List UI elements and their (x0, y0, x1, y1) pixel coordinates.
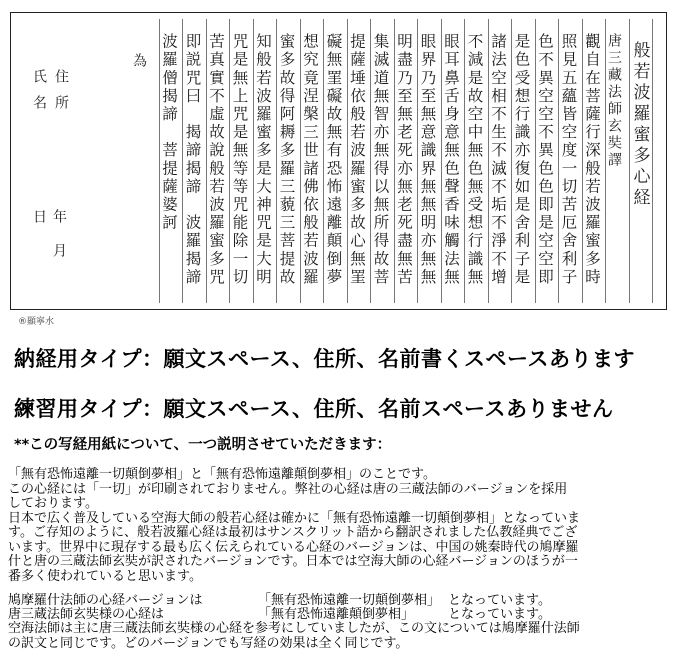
sutra-column-cell (605, 19, 629, 303)
sutra-translator: 唐三藏法師玄奘譯 (606, 33, 622, 169)
sutra-column-cell (276, 19, 300, 303)
sutra-column-cell (582, 19, 606, 303)
column-rule (582, 19, 583, 303)
sutra-column-cell (300, 19, 324, 303)
note-heading: **この写経用紙について、一つ説明させていただきます： (14, 437, 392, 453)
sutra-column-cell (511, 19, 535, 303)
sutra-column: 是色受想行識亦復如是舍利子是 (512, 33, 531, 287)
comparison-label: 鳩摩羅什法師の心経バージョンは (8, 593, 203, 608)
sutra-column-cell (629, 19, 653, 303)
closing-line: の訳文と同じです。どのバージョンでも写経の効果は全く同じです。 (8, 635, 409, 651)
name-label: 氏名 (31, 69, 47, 121)
sutra-column: 眼耳鼻舌身意無色聲香味觸法無 (442, 33, 460, 287)
sutra-column: 眼界乃至無意識界無無明亦無無 (418, 33, 437, 287)
address-label: 住所 (53, 69, 69, 121)
sutra-column-cell (535, 19, 559, 303)
column-rule (276, 19, 277, 303)
column-rule (464, 19, 465, 303)
sutra-column-cell (394, 19, 418, 303)
sutra-column: 苦真實不虛故說般若波羅蜜多咒 (207, 33, 225, 287)
comparison-suffix: となっています。 (448, 593, 551, 608)
sutra-title: 般若波羅蜜多心経 (629, 41, 650, 209)
column-rule (206, 19, 207, 303)
sutra-column-cell (441, 19, 465, 303)
sutra-column: 礙無罣礙故無有恐怖遠離顛倒夢 (324, 33, 343, 287)
column-rule (159, 19, 160, 303)
sutra-column-cell (229, 19, 253, 303)
column-rule (558, 19, 559, 303)
paragraph-line: 日本で広く普及している空海大師の般若心経は確かに「無有恐怖遠離一切顛倒夢相」となっていま (8, 510, 581, 526)
sutra-column: 不減是故空中無色無受想行識無 (465, 33, 484, 287)
column-rule (347, 19, 348, 303)
sutra-column: 咒是無上咒是無等等咒能除一切 (230, 33, 249, 287)
sutra-sheet (10, 12, 667, 310)
column-rule (300, 19, 301, 303)
sutra-column: 即説咒曰 揭諦揭諦 波羅揭諦 (183, 33, 202, 287)
column-rule (629, 19, 630, 303)
comparison-phrase: 「無有恐怖遠離顛倒夢相」 (258, 607, 415, 622)
explanation-paragraph (8, 468, 673, 584)
sutra-grid (11, 13, 666, 309)
sutra-column-cell (159, 19, 183, 303)
sutra-column: 照見五蘊皆空度一切苦厄舍利子 (559, 33, 578, 287)
paragraph-line: しております。 (8, 496, 98, 511)
sutra-column-cell (253, 19, 277, 303)
closing-line: 空海法師は主に唐三蔵法師玄奘様の心経を参考にしていましたが、この文については鳩摩羅什法師 (8, 621, 580, 636)
column-rule (253, 19, 254, 303)
sutra-column: 波羅僧揭諦 菩提薩婆訶 (160, 33, 178, 233)
paragraph-line: 什と唐の三蔵法師玄奘が訳されたバージョンです。日本では空海大師の心経バージョンのほうが一 (8, 554, 578, 569)
sutra-column: 觀自在菩薩行深般若波羅蜜多時 (583, 33, 601, 287)
sutra-column: 想究竟涅槃三世諸佛依般若波羅 (301, 33, 319, 287)
column-rule (535, 19, 536, 303)
paragraph-line: 番多く使われていると思います。 (8, 568, 202, 584)
paragraph-line: この心経には「一切」が印刷されておりません。弊社の心経は唐の三蔵法師のバージョンを採用 (8, 481, 568, 497)
column-rule (652, 19, 653, 303)
column-rule (182, 19, 183, 303)
sutra-column: 提薩埵依般若波羅蜜多故心無罣 (348, 33, 366, 287)
sutra-column-cell (323, 19, 347, 303)
column-rule (417, 19, 418, 303)
sutra-column: 知般若波羅蜜多是大神咒是大明 (254, 33, 272, 287)
sutra-column-cell (182, 19, 206, 303)
type-b-line: 練習用タイプ：願文スペース、住所、名前スペースありません (14, 396, 614, 421)
sutra-column-cell (464, 19, 488, 303)
closing-paragraph (8, 622, 673, 651)
type-a-line: 納経用タイプ：願文スペース、住所、名前書くスペースあります (14, 346, 635, 371)
column-rule (370, 19, 371, 303)
column-rule (441, 19, 442, 303)
sutra-column: 集滅道無智亦無得以無所得故菩 (371, 33, 390, 287)
paragraph-line: す。ご存知のように、般若波羅心経は最初はサンスクリット語から翻訳されました仏教経典でござ (8, 525, 578, 540)
column-rule (229, 19, 230, 303)
paragraph-line: います。世界中に現存する最も広く伝えられている心経のバージョンは、中国の姚秦時代の鳩摩羅 (8, 539, 579, 555)
comparison-label: 唐三蔵法師玄奘様の心経は (8, 607, 165, 622)
sutra-column-cell (347, 19, 371, 303)
sutra-column: 明盡乃至無老死亦無老死盡無苦 (395, 33, 413, 287)
date-label: 年月日 (31, 209, 67, 277)
column-rule (605, 19, 606, 303)
sutra-column: 諸法空相不生不滅不垢不淨不增 (489, 33, 507, 287)
sutra-column-cell (417, 19, 441, 303)
sutra-column-cell (206, 19, 230, 303)
sutra-column-cell (488, 19, 512, 303)
sutra-column: 色不異空空不異色色即是空空即 (536, 33, 554, 287)
comparison-phrase: 「無有恐怖遠離一切顛倒夢相」 (258, 593, 441, 608)
brand-mark: ®顯寧水 (18, 317, 55, 327)
column-rule (511, 19, 512, 303)
column-rule (323, 19, 324, 303)
column-rule (488, 19, 489, 303)
column-rule (394, 19, 395, 303)
sutra-column-cell (558, 19, 582, 303)
paragraph-line: 「無有恐怖遠離一切顛倒夢相」と「無有恐怖遠離顛倒夢相」のことです。 (8, 467, 436, 482)
sutra-column-cell (370, 19, 394, 303)
sutra-column: 蜜多故得阿耨多羅三藐三菩提故 (277, 33, 296, 287)
comparison-suffix: となっています。 (448, 607, 551, 622)
dedication-label: 為 (131, 53, 147, 79)
